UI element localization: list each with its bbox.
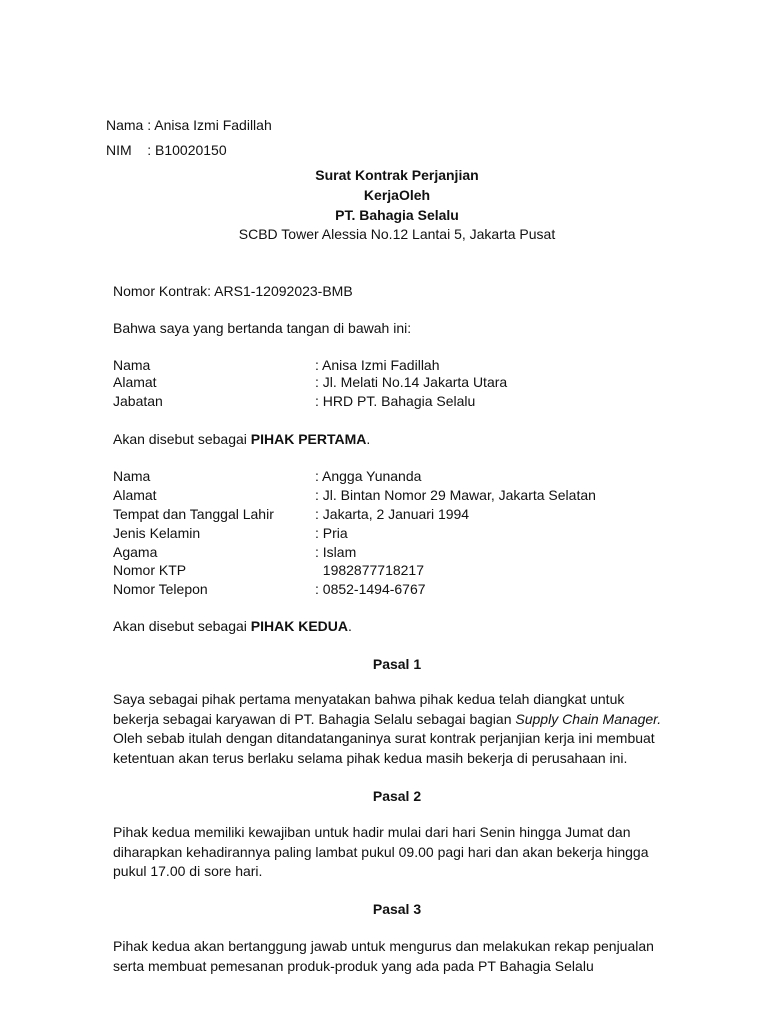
- party-two-designation: [113, 617, 352, 635]
- party-one-note-suffix: .: [366, 431, 371, 447]
- party-two-role: PIHAK KEDUA: [250, 618, 348, 634]
- party-one-role: PIHAK PERTAMA: [250, 431, 367, 447]
- pasal-2-text: Pihak kedua memiliki kewajiban untuk hadir mulai dari hari Senin hingga Jumat dan diharapkan kehadirannya paling lambat pukul 09.00 pagi hari dan akan bekerja hingga pukul 17.00 di sore hari.: [113, 824, 649, 879]
- party-two-value: 1982877718217: [315, 562, 424, 578]
- pasal-1-text: [113, 690, 673, 768]
- party-two-note-prefix: Akan disebut sebagai: [113, 618, 251, 634]
- intro-statement: Bahwa saya yang bertanda tangan di bawah ini:: [113, 320, 412, 336]
- party-one-note-prefix: Akan disebut sebagai: [113, 431, 251, 447]
- pasal-1-text-part: Saya sebagai pihak pertama menyatakan bahwa pihak kedua telah diangkat untuk bekerja sebagai karyawan di PT. Bahagia Selalu sebagai bagian: [113, 691, 625, 727]
- document-title-line-1: Surat Kontrak Perjanjian: [315, 167, 479, 183]
- party-two-label: Nomor Telepon: [113, 581, 208, 597]
- party-two-value: : Jl. Bintan Nomor 29 Mawar, Jakarta Selatan: [315, 487, 596, 503]
- party-one-label: Jabatan: [113, 393, 163, 409]
- party-two-label: Nama: [113, 468, 151, 484]
- contract-number: Nomor Kontrak: ARS1-12092023-BMB: [113, 283, 353, 299]
- pasal-3-heading: Pasal 3: [372, 901, 422, 917]
- party-one-value: : Anisa Izmi Fadillah: [315, 357, 440, 373]
- pasal-1-heading: Pasal 1: [372, 656, 422, 672]
- document-title-line-2: KerjaOleh: [363, 187, 431, 203]
- pasal-1-job-title: Supply Chain Manager.: [515, 710, 662, 727]
- party-two-label: Tempat dan Tanggal Lahir: [113, 506, 274, 522]
- party-one-value: : Jl. Melati No.14 Jakarta Utara: [315, 374, 508, 390]
- party-two-value: : Angga Yunanda: [315, 468, 422, 484]
- pasal-3-text: Pihak kedua akan bertanggung jawab untuk mengurus dan melakukan rekap penjualan serta membuat pemesanan produk-produk yang ada pada PT Bahagia Selalu: [113, 938, 654, 974]
- party-two-label: Alamat: [113, 487, 157, 503]
- party-two-value: : Pria: [315, 525, 348, 541]
- party-two-value: : 0852-1494-6767: [315, 581, 426, 597]
- company-name: PT. Bahagia Selalu: [335, 207, 459, 223]
- company-address: SCBD Tower Alessia No.12 Lantai 5, Jakarta Pusat: [238, 226, 556, 242]
- party-one-label: Alamat: [113, 374, 157, 390]
- student-nim-line: NIM : B10020150: [106, 142, 227, 158]
- student-name-line: Nama : Anisa Izmi Fadillah: [106, 117, 272, 133]
- party-two-label: Agama: [113, 544, 158, 560]
- party-two-label: Jenis Kelamin: [113, 525, 201, 541]
- pasal-2-heading: Pasal 2: [372, 788, 422, 804]
- party-one-label: Nama: [113, 357, 151, 373]
- pasal-1-text-part: Oleh sebab itulah dengan ditandatanganinya surat kontrak perjanjian kerja ini membuat ketentuan akan terus berlaku selama pihak kedua masih bekerja di perusahaan ini.: [113, 730, 655, 766]
- party-one-designation: [113, 430, 370, 448]
- party-two-value: : Jakarta, 2 Januari 1994: [315, 506, 470, 522]
- party-one-value: : HRD PT. Bahagia Selalu: [315, 393, 476, 409]
- party-two-label: Nomor KTP: [113, 562, 187, 578]
- party-two-value: : Islam: [315, 544, 357, 560]
- party-two-note-suffix: .: [348, 618, 352, 634]
